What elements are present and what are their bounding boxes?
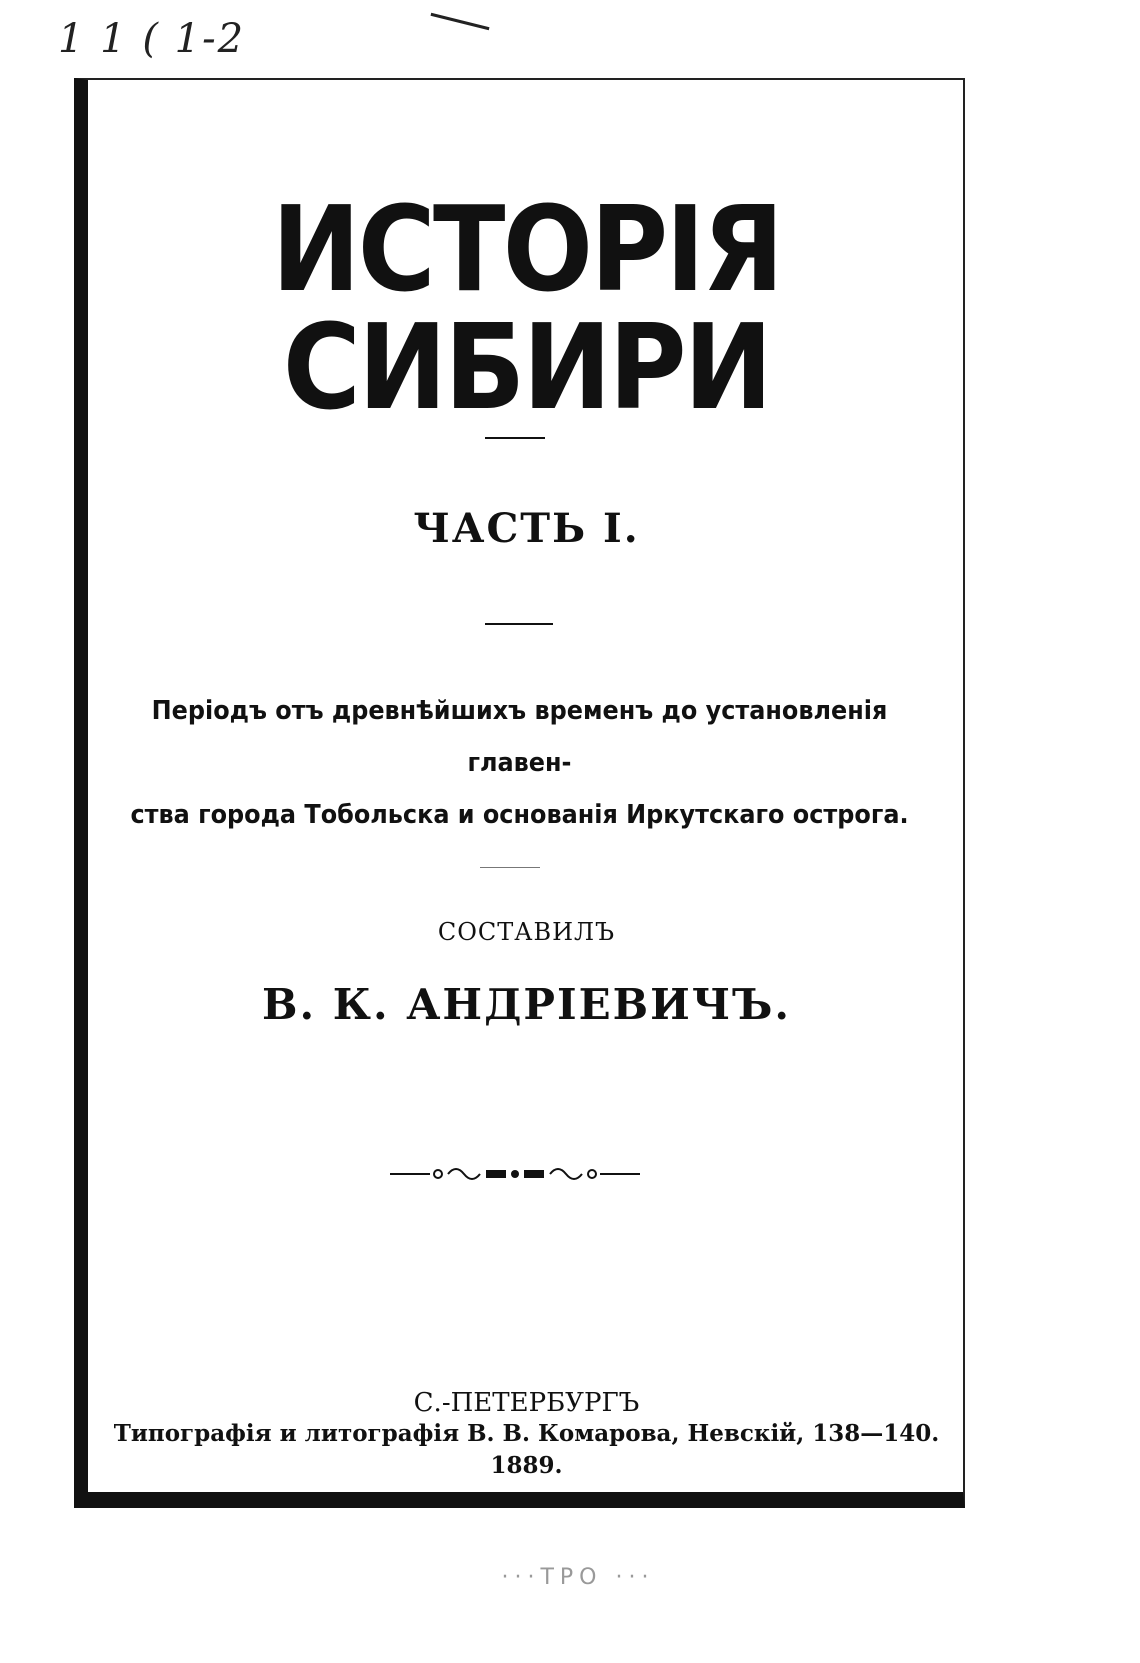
subtitle-line-1: Періодъ отъ древнѣйшихъ временъ до установленія главен- [151, 696, 888, 778]
publication-year: 1889. [490, 1452, 563, 1479]
printer-line: Типографія и литографія В. В. Комарова, Невскій, 138—140. [113, 1420, 940, 1447]
scan-speck [431, 13, 490, 30]
compiled-by-label: СОСТАВИЛЪ [437, 918, 616, 946]
subtitle-line-2: ства города Тобольска и основанія Иркутскаго острога. [130, 800, 909, 830]
part-divider [485, 623, 553, 625]
publication-city: С.-ПЕТЕРБУРГЪ [413, 1388, 640, 1418]
book-title: ИСТОРІЯ СИБИРИ [271, 180, 782, 436]
ornament-divider [390, 1162, 640, 1186]
faded-stamp: ···ТРО ··· [501, 1565, 655, 1590]
handwritten-note: 1 1 ( 1-2 [58, 16, 246, 62]
subtitle [126, 685, 913, 841]
small-divider [480, 867, 540, 868]
top-rule-fragment [640, 78, 965, 80]
part-heading: ЧАСТЬ І. [413, 505, 640, 552]
author-name: В. К. АНДРІЕВИЧЪ. [262, 980, 791, 1029]
title-divider [485, 437, 545, 439]
